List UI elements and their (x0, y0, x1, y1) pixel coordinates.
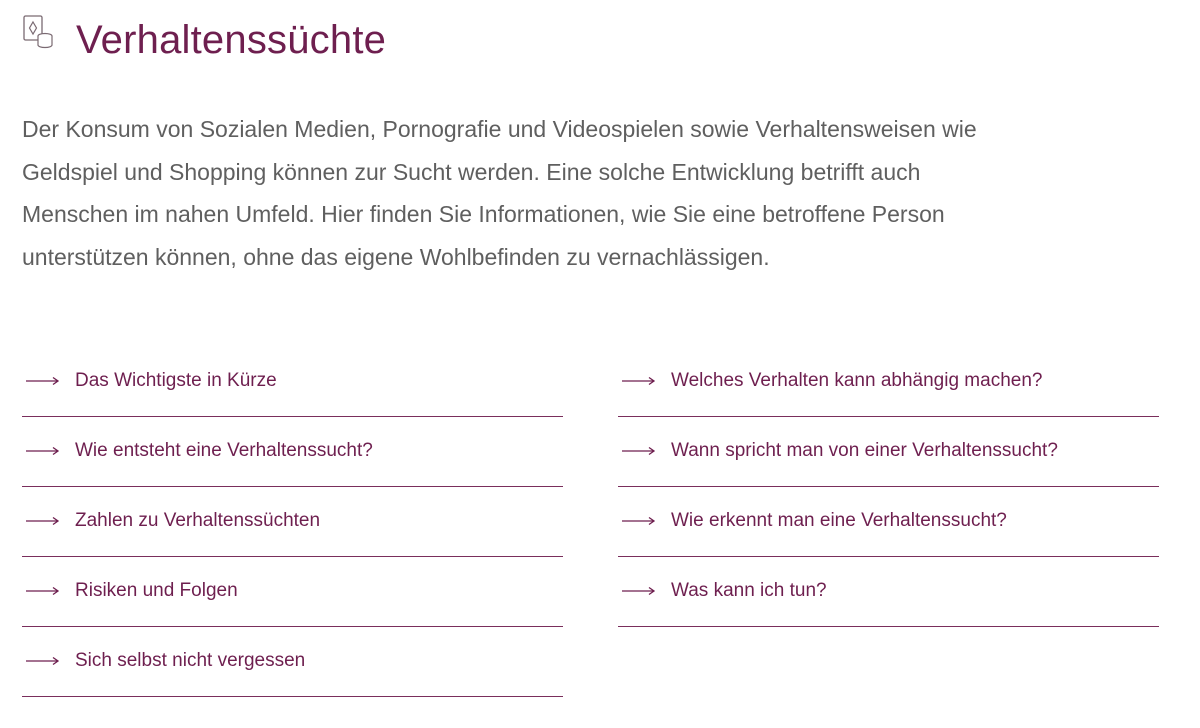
arrow-right-icon (622, 516, 656, 526)
arrow-right-icon (26, 656, 60, 666)
arrow-right-icon (26, 586, 60, 596)
arrow-right-icon (26, 446, 60, 456)
page-title: Verhaltenssüchte (76, 18, 387, 62)
anchor-link[interactable] (618, 558, 1159, 627)
anchor-link[interactable] (618, 348, 1159, 417)
arrow-right-icon (26, 516, 60, 526)
intro-text: Der Konsum von Sozialen Medien, Pornografie und Videospielen sowie Verhaltensweisen wie Geldspiel und Shopping können zur Sucht werden. Eine solche Entwicklung betrifft auch Menschen im nahen Umfeld. Hier finden Sie Informationen, wie Sie eine betroffene Person unterstützen können, ohne das eigene Wohlbefinden zu vernachlässigen. (22, 116, 977, 270)
cards-and-coins-icon (22, 14, 54, 52)
arrow-right-icon (622, 586, 656, 596)
anchor-link-label: Wie entsteht eine Verhaltenssucht? (75, 440, 373, 461)
arrow-right-icon (26, 376, 60, 386)
anchor-link-label: Wann spricht man von einer Verhaltenssucht? (671, 440, 1058, 461)
anchor-link[interactable] (22, 418, 563, 487)
anchor-link-label: Sich selbst nicht vergessen (75, 650, 306, 671)
anchor-link[interactable] (618, 418, 1159, 487)
anchor-link-label: Zahlen zu Verhaltenssüchten (75, 510, 321, 531)
anchor-links-right (618, 348, 1159, 628)
anchor-link[interactable] (22, 628, 563, 697)
arrow-right-icon (622, 446, 656, 456)
anchor-link[interactable] (22, 558, 563, 627)
anchor-link-label: Was kann ich tun? (671, 580, 827, 601)
anchor-link[interactable] (618, 488, 1159, 557)
arrow-right-icon (622, 376, 656, 386)
anchor-link-label: Das Wichtigste in Kürze (75, 370, 277, 391)
anchor-link[interactable] (22, 348, 563, 417)
anchor-link[interactable] (22, 488, 563, 557)
anchor-link-label: Welches Verhalten kann abhängig machen? (671, 370, 1043, 391)
page-header (22, 10, 386, 70)
anchor-link-label: Risiken und Folgen (75, 580, 238, 601)
anchor-link-label: Wie erkennt man eine Verhaltenssucht? (671, 510, 1007, 531)
anchor-links-left (22, 348, 563, 698)
